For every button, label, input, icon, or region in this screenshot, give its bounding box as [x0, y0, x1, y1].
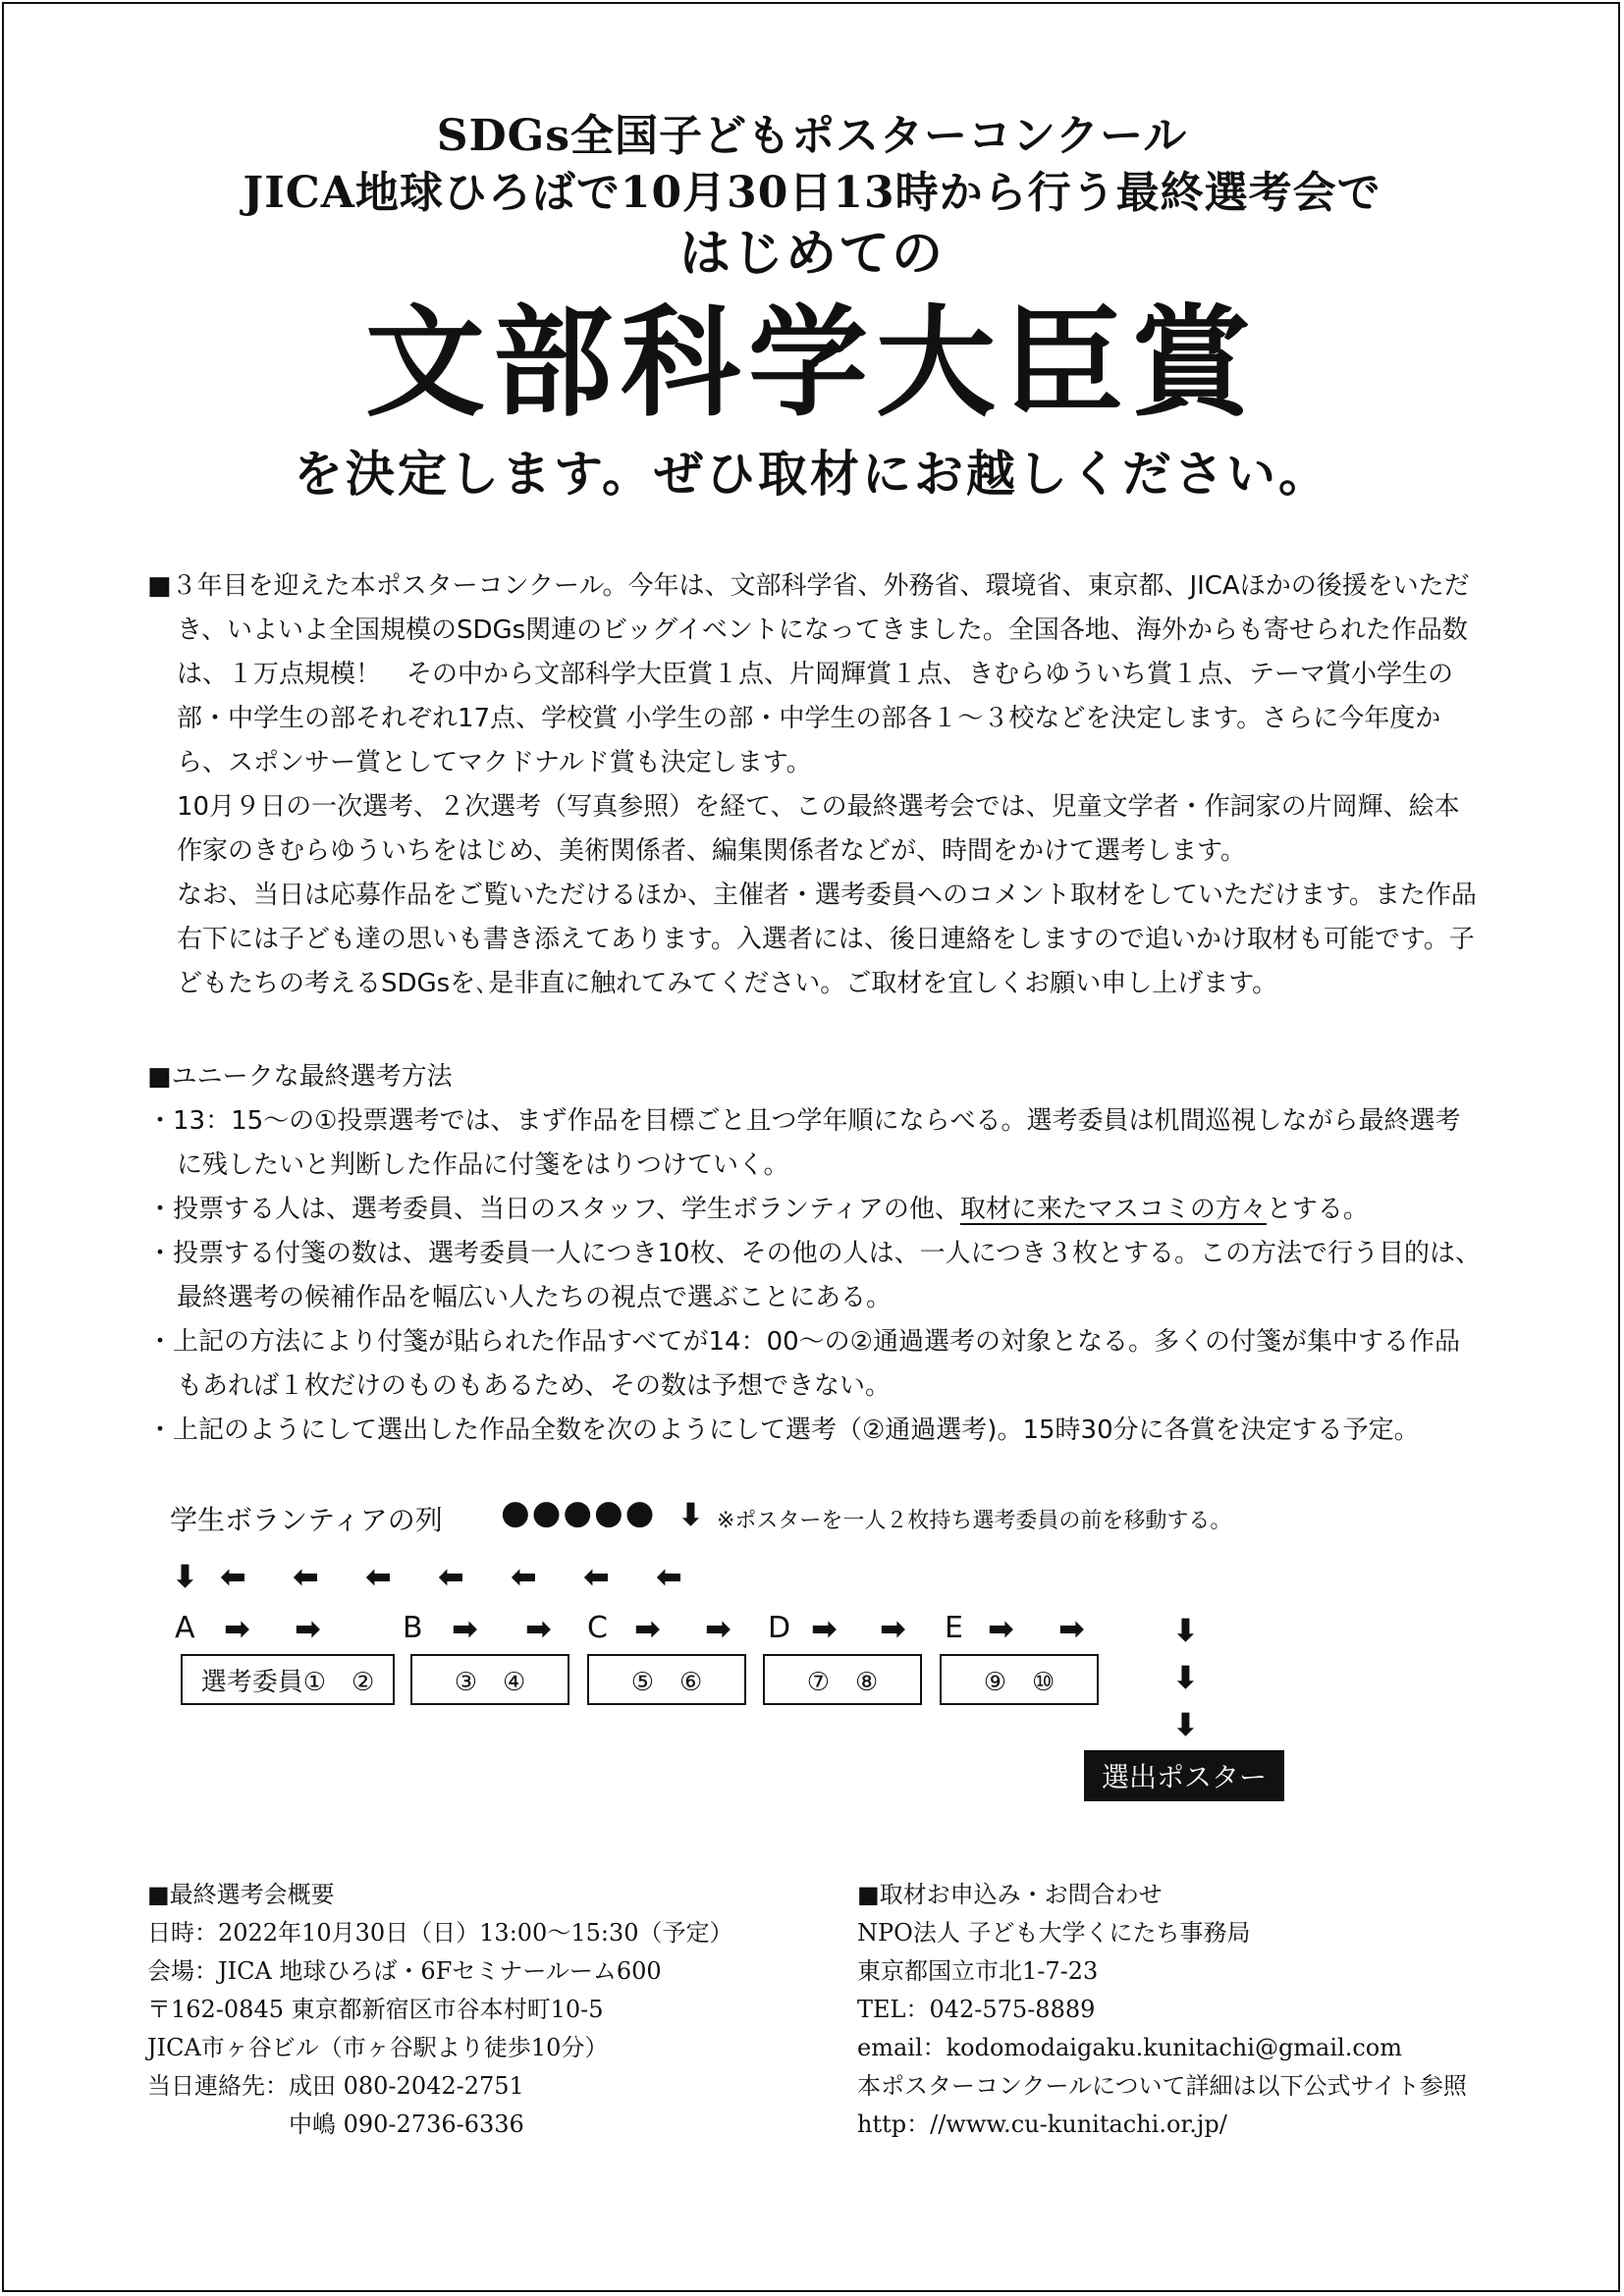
event-contact-2: 中嶋 090-2736-6336	[147, 2110, 524, 2138]
group-letter-e: E	[945, 1611, 963, 1645]
event-address: 〒162-0845 東京都新宿区市谷本村町10-5	[147, 1996, 604, 2023]
arrow-left-icon: ⬅	[511, 1558, 537, 1595]
organizer-address: 東京都国立市北1-7-23	[857, 1957, 1099, 1985]
intro-paragraph-1: ■３年目を迎えた本ポスターコンクール。今年は、文部科学省、外務省、環境省、東京都、JICAほかの後援をいただき、いよいよ全国規模のSDGs関連のビッグイベントになってきました。全国各地、海外からも寄せられた作品数は、１万点規模！ その中から文部科学大臣賞１点、片岡輝賞１点、きむらゆういち賞１点、テーマ賞小学生の部・中学生の部それぞれ17点、学校賞 小学生の部・中学生の部各１～３校などを決定します。さらに今年度から、スポンサー賞としてマクドナルド賞も決定します。	[147, 571, 1470, 777]
title-line-5: を決定します。ぜひ取材にお越しください。	[294, 445, 1330, 503]
volunteer-dots: ●●●●●	[501, 1493, 657, 1532]
arrow-left-icon: ⬅	[293, 1558, 319, 1595]
arrow-left-icon: ⬅	[365, 1558, 392, 1595]
arrow-right-icon: ➡	[705, 1610, 731, 1647]
website-link[interactable]: http：//www.cu-kunitachi.or.jp/	[857, 2110, 1227, 2138]
inquiry-heading: ■取材お申込み・お問合わせ	[857, 1881, 1163, 1908]
judge-box-a: 選考委員① ②	[181, 1654, 395, 1705]
arrow-right-icon: ➡	[295, 1610, 321, 1647]
arrow-right-icon: ➡	[1058, 1610, 1085, 1647]
arrow-right-icon: ➡	[452, 1610, 478, 1647]
title-line-3: はじめての	[678, 224, 945, 284]
method-item-3: ・上記の方法により付箋が貼られた作品すべてが14：00～の②通過選考の対象となる。多くの付箋が集中する作品もあれば１枚だけのものもあるため、その数は予想できない。	[147, 1327, 1460, 1401]
method-heading: ■ユニークな最終選考方法	[147, 1062, 453, 1092]
arrow-left-icon: ⬅	[220, 1558, 246, 1595]
arrow-right-icon: ➡	[634, 1610, 661, 1647]
method-section	[147, 1055, 1483, 1453]
voters-suffix: とする。	[1266, 1195, 1369, 1224]
event-overview	[147, 1876, 732, 2144]
judge-box-b: ③ ④	[410, 1654, 569, 1705]
arrow-right-icon: ➡	[988, 1610, 1014, 1647]
judge-box-d: ⑦ ⑧	[763, 1654, 922, 1705]
method-item-4: ・上記のようにして選出した作品全数を次のようにして選考（②通過選考)。15時30分に各賞を決定する予定。	[147, 1415, 1420, 1445]
award-title: 文部科学大臣賞	[365, 292, 1259, 433]
intro-section	[147, 564, 1483, 1006]
event-building: JICA市ヶ谷ビル（市ヶ谷駅より徒歩10分）	[147, 2034, 609, 2061]
inquiry-info	[857, 1876, 1467, 2144]
selected-posters-box: 選出ポスター	[1084, 1750, 1284, 1801]
volunteer-label: 学生ボランティアの列	[170, 1504, 443, 1536]
intro-paragraph-2: 10月９日の一次選考、２次選考（写真参照）を経て、この最終選考会では、児童文学者・作詞家の片岡輝、絵本作家のきむらゆういちをはじめ、美術関係者、編集関係者などが、時間をかけて選考します。	[177, 792, 1460, 866]
group-letter-d: D	[768, 1611, 791, 1645]
group-letter-a: A	[175, 1611, 195, 1645]
voters-underlined: 取材に来たマスコミの方々	[959, 1195, 1267, 1224]
arrow-down-icon: ⬇	[1172, 1659, 1199, 1696]
voters-prefix: ・投票する人は、選考委員、当日のスタッフ、学生ボランティアの他、	[147, 1195, 960, 1224]
arrow-left-icon: ⬅	[583, 1558, 610, 1595]
title-line-1: SDGs全国子どもポスターコンクール	[436, 111, 1188, 161]
arrow-down-icon: ⬇	[1172, 1612, 1199, 1649]
group-letter-c: C	[587, 1611, 608, 1645]
method-item-voters	[147, 1188, 1483, 1232]
website-note: 本ポスターコンクールについて詳細は以下公式サイト参照	[857, 2072, 1467, 2100]
arrow-right-icon: ➡	[811, 1610, 838, 1647]
title-block	[0, 108, 1624, 508]
diagram-note: ※ポスターを一人２枚持ち選考委員の前を移動する。	[717, 1509, 1232, 1533]
judge-box-c: ⑤ ⑥	[587, 1654, 746, 1705]
method-item-1: ・13：15～の①投票選考では、まず作品を目標ごと且つ学年順にならべる。選考委員は机間巡視しながら最終選考に残したいと判断した作品に付箋をはりつけていく。	[147, 1106, 1461, 1180]
organizer-email[interactable]: email：kodomodaigaku.kunitachi@gmail.com	[857, 2034, 1402, 2061]
intro-paragraph-3: なお、当日は応募作品をご覧いただけるほか、主催者・選考委員へのコメント取材をしていただけます。また作品右下には子ども達の思いも書き添えてあります。入選者には、後日連絡をしますので追いかけ取材も可能です。子どもたちの考えるSDGsを､是非直に触れてみてください。ご取材を宜しくお願い申し上げます。	[177, 881, 1477, 998]
arrow-down-icon: ⬇	[677, 1496, 704, 1533]
arrow-right-icon: ➡	[880, 1610, 906, 1647]
event-contact-1: 当日連絡先：成田 080-2042-2751	[147, 2072, 524, 2100]
arrow-left-icon: ⬅	[656, 1558, 682, 1595]
arrow-right-icon: ➡	[525, 1610, 552, 1647]
method-item-2: ・投票する付箋の数は、選考委員一人につき10枚、その他の人は、一人につき３枚とする。この方法で行う目的は、最終選考の候補作品を幅広い人たちの視点で選ぶことにある。	[147, 1239, 1482, 1312]
arrow-down-icon: ⬇	[1172, 1706, 1199, 1743]
arrow-left-icon: ⬅	[438, 1558, 464, 1595]
event-datetime: 日時：2022年10月30日（日）13:00～15:30（予定）	[147, 1919, 733, 1947]
group-letter-b: B	[403, 1611, 423, 1645]
event-venue: 会場：JICA 地球ひろば・6Fセミナールーム600	[147, 1957, 662, 1985]
title-line-2: JICA地球ひろばで10月30日13時から行う最終選考会で	[243, 168, 1381, 218]
organizer-tel: TEL：042-575-8889	[857, 1996, 1096, 2023]
arrow-right-icon: ➡	[224, 1610, 250, 1647]
judge-box-e: ⑨ ⑩	[940, 1654, 1099, 1705]
arrow-down-icon: ⬇	[172, 1558, 198, 1595]
organizer-name: NPO法人 子ども大学くにたち事務局	[857, 1919, 1251, 1947]
event-overview-heading: ■最終選考会概要	[147, 1881, 335, 1908]
